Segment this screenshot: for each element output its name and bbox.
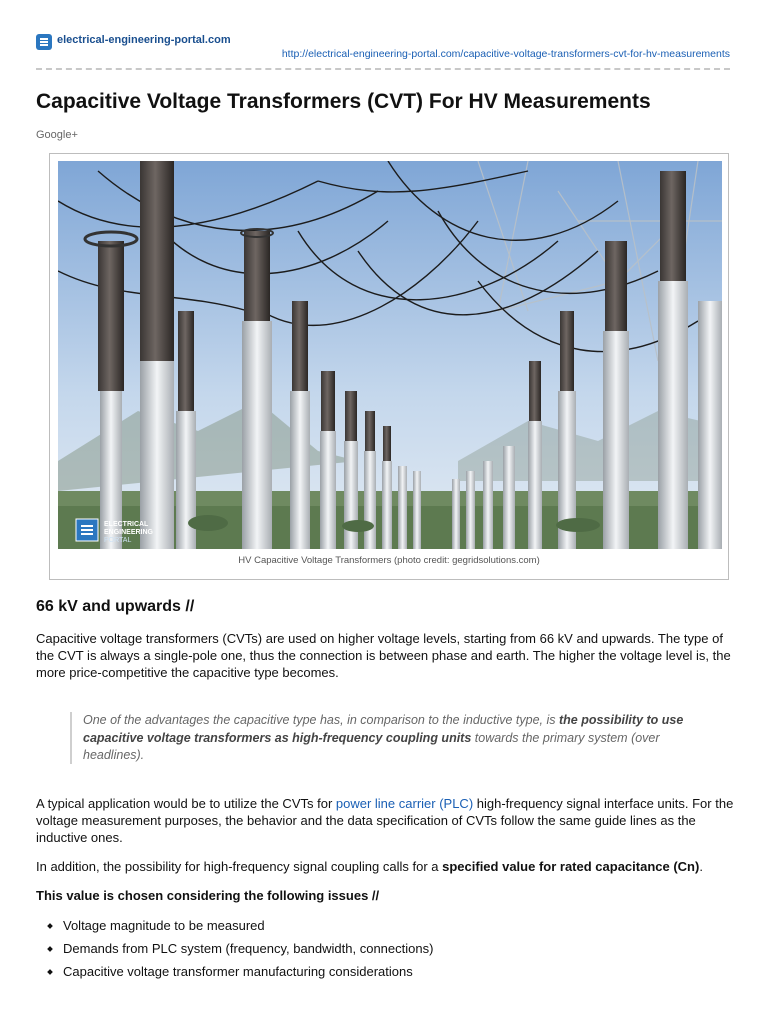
application-text-start: A typical application would be to utilize the CVTs for (36, 796, 336, 811)
substation-photo (58, 161, 722, 549)
page-url-link[interactable]: http://electrical-engineering-portal.com/capacitive-voltage-transformers-cvt-for-hv-measurements (281, 48, 730, 60)
page-header (36, 33, 730, 73)
issues-list (36, 915, 433, 984)
quote-text-start: One of the advantages the capacitive type has, in comparison to the inductive type, is (83, 713, 559, 727)
site-logo-icon[interactable] (36, 34, 52, 50)
quote-highlight: the possibility to use capacitive voltage transformers as high-frequency coupling units (83, 713, 684, 745)
capacitance-text-start: In addition, the possibility for high-frequency signal coupling calls for a (36, 859, 443, 874)
list-item: Voltage magnitude to be measured (36, 915, 433, 938)
figure-caption: HV Capacitive Voltage Transformers (photo credit: gegridsolutions.com) (238, 555, 540, 566)
application-paragraph (36, 795, 736, 846)
article-figure (49, 153, 729, 580)
logo-line-2: ENGINEERING (104, 529, 154, 536)
section-heading: 66 kV and upwards // (36, 598, 195, 615)
list-item: Capacitive voltage transformer manufacturing considerations (36, 961, 433, 984)
logo-line-3: PORTAL (104, 537, 132, 544)
header-divider (36, 68, 730, 70)
plc-link[interactable]: power line carrier (PLC) (335, 796, 474, 811)
article-title: Capacitive Voltage Transformers (CVT) For HV Measurements (36, 90, 651, 113)
blockquote (70, 712, 690, 764)
list-item: Demands from PLC system (frequency, bandwidth, connections) (36, 938, 433, 961)
capacitance-paragraph (36, 858, 736, 875)
quote-text-end: towards the primary system (over headlines). (83, 730, 660, 762)
logo-line-1: ELECTRICAL (104, 521, 149, 528)
issues-heading: This value is chosen considering the following issues // (36, 888, 380, 903)
google-plus-share[interactable]: Google+ (36, 129, 78, 141)
site-name-link[interactable]: electrical-engineering-portal.com (57, 34, 231, 46)
application-text-end: high-frequency signal interface units. For the voltage measurement purposes, the behavior and the data specification of CVTs follow the same guide lines as the inductive ones. (36, 796, 734, 845)
intro-paragraph: Capacitive voltage transformers (CVTs) are used on higher voltage levels, starting from 66 kV and upwards. The type of the CVT is always a single-pole one, thus the connection is between phase and earth. The higher the voltage level is, the more price-competitive the capacitive type becomes. (36, 631, 731, 680)
capacitance-highlight: specified value for rated capacitance (Cn) (442, 859, 700, 874)
capacitance-text-end: . (699, 859, 703, 874)
